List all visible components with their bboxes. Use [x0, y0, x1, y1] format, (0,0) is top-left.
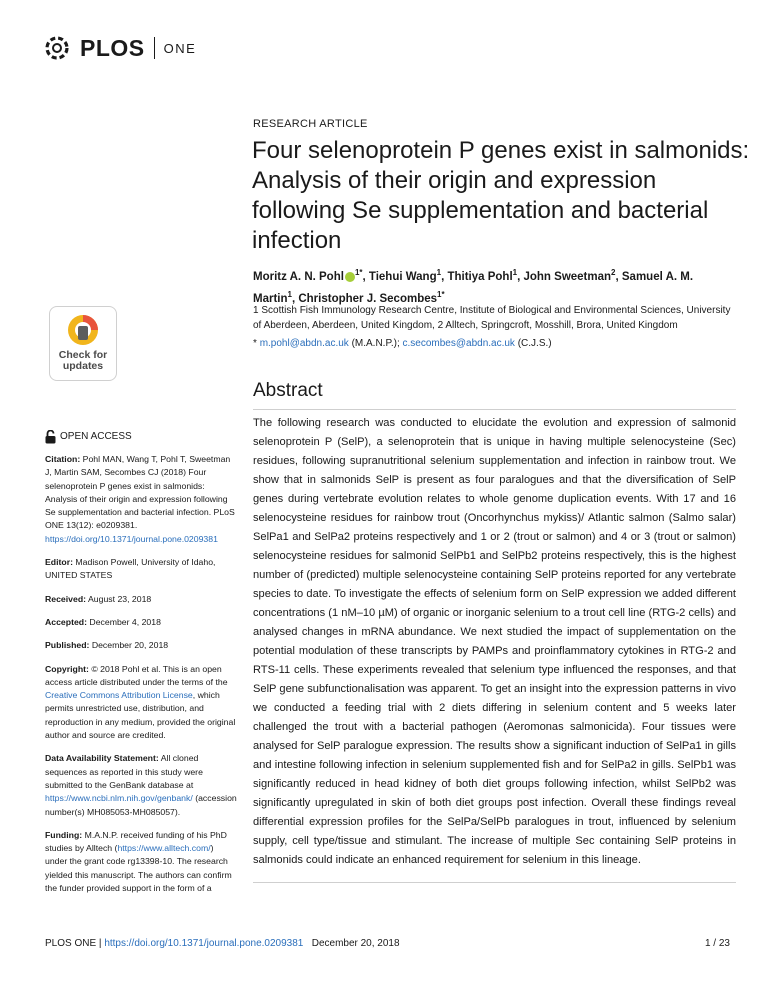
data-availability-text: (accession number(s) MH085053-MH085057).	[45, 793, 237, 817]
footer-date: December 20, 2018	[311, 938, 400, 949]
article-info-sidebar	[45, 430, 238, 905]
author-affiliation-mark: 2	[611, 268, 616, 277]
funding-text: ) under the grant code rg13398-10. The research yielded this manuscript. The authors can confirm the funder provided support in the form of a	[45, 843, 232, 894]
accepted-date: December 4, 2018	[89, 616, 161, 627]
author-name[interactable]: Tiehui Wang	[368, 270, 437, 283]
funding-text: M.A.N.P. received funding of his PhD studies by Alltech (	[45, 829, 227, 854]
open-access-label: OPEN ACCESS	[60, 431, 132, 443]
citation-text: Pohl MAN, Wang T, Pohl T, Sweetman J, Martin SAM, Secombes CJ (2018) Four selenoprotein P genes exist in salmonids: Analysis of their origin and expression following Se supplementation and bacterial infection. PLoS ONE 13(12): e0209381.	[45, 454, 235, 531]
alltech-link[interactable]: https://www.alltech.com/	[117, 843, 211, 854]
email-link-pohl[interactable]: m.pohl@abdn.ac.uk	[259, 338, 349, 349]
received-block	[45, 593, 238, 606]
funding-block	[45, 829, 238, 895]
accepted-block	[45, 616, 238, 629]
abstract-heading: Abstract	[253, 380, 323, 401]
abstract-text: The following research was conducted to elucidate the evolution and expression of salmonid selenoprotein P (SelP), a selenoprotein that is unique in having multiple selenocysteine (Sec) residues, following supranutritional selenium supplementation and infection in rainbow trout. We show that in salmonids SelP is present as four paralogues and that the diversification of SelP genes during vertebrate evolution relates to whole genome duplication events. With 17 and 16 selenocysteine residues for rainbow trout (Oncorhynchus mykiss)/ Atlantic salmon (Salmo salar) SelPa1 and SelPa2 proteins respectively and 1 or 2 (trout or salmon) and 4 or 3 (trout or salmon) selenocysteine residues for salmonid SelPb1 and SelPb2 proteins respectively, this is the highest number of (predicted) multiple selenocysteine containing SelP proteins reported for any vertebrate species to date. To investigate the effects of selenium form on SelP expression we added different concentrations (1 nM–10 µM) of organic or inorganic selenium to a trout cell line (RTG-2 cells) and analysed changes in mRNA abundance. We next studied the impact of supplementation on the potential modulation of these transcripts by PAMPs and proinflammatory cytokines in RTG-2 and RTS-11 cells. These experiments revealed that selenium type influenced the responses, and that SelP gene subfunctionalisation was apparent. To get an insight into the expression patterns in vivo we conducted a feeding trial with 2 diets differing in selenium content and 5 weeks later challenged the trout with a bacterial pathogen (Aeromonas salmonicida). Four tissues were analysed for SelP paralogue expression. The results show a significant induction of SelPa1 in gills and intestine following infection in selenium supplemented fish and for SelPa2 in gills. SelPb1 was significantly reduced in head kidney of both diet groups following infection, whilst SelPb2 was significantly upregulated in skin of both diet groups post infection. Overall these findings reveal differential expression profiles for the SelPa/SelPb paralogues in trout, influenced by selenium supply, cell type/tissue and stimulant. The increase of multiple Sec containing SelP proteins in salmonids could indicate an enhanced requirement for selenium in this lineage.	[253, 417, 736, 866]
plos-logo-icon	[40, 31, 74, 65]
footer-separator: |	[98, 938, 102, 949]
page-footer	[45, 938, 730, 949]
copyright-text: , which permits unrestricted use, distribution, and reproduction in any medium, provided the original author and source are credited.	[45, 690, 236, 741]
citation-block	[45, 453, 238, 546]
copyright-text: © 2018 Pohl et al. This is an open access article distributed under the terms of the	[45, 663, 228, 687]
check-for-updates-badge[interactable]	[49, 306, 117, 381]
open-access-badge	[45, 430, 238, 444]
affiliations: 1 Scottish Fish Immunology Research Centre, Institute of Biological and Environmental Sciences, University of Aberdeen, Aberdeen, United Kingdom, 2 Alltech, Springcroft, Mosshill, Brora, United Kingdom	[253, 305, 731, 331]
author-name[interactable]: Christopher J. Secombes	[298, 292, 438, 305]
accepted-label: Accepted:	[45, 616, 87, 627]
author-affiliation-mark: 1*	[437, 289, 445, 299]
author-affiliation-mark: 1	[287, 289, 292, 299]
check-updates-icon	[65, 312, 101, 348]
open-lock-icon	[45, 430, 56, 444]
editor-block	[45, 556, 238, 583]
license-link[interactable]: Creative Commons Attribution License	[45, 690, 193, 701]
funding-label: Funding:	[45, 829, 83, 840]
copyright-label: Copyright:	[45, 663, 89, 674]
author-list: Moritz A. N. Pohl $^{1*}$, Tiehui Wang$^1$, Thitiya Pohl$^1$, John Sweetman$^2$, Samuel A. M. Martin$^1$, Christopher J. Secombes$^{1*}$	[253, 268, 694, 305]
logo-separator	[154, 37, 155, 59]
journal-name: ONE	[163, 40, 197, 56]
orcid-icon[interactable]	[345, 272, 355, 282]
editor-label: Editor:	[45, 557, 73, 568]
author-name[interactable]: Moritz A. N. Pohl	[253, 270, 344, 283]
received-date: August 23, 2018	[87, 593, 152, 604]
corresponding-mark: *	[253, 338, 257, 349]
divider	[253, 409, 736, 410]
published-label: Published:	[45, 640, 90, 651]
citation-label: Citation:	[45, 454, 81, 464]
copyright-block	[45, 663, 238, 743]
plos-logo-text: PLOS	[80, 34, 145, 61]
correspondence	[253, 338, 733, 349]
footer-doi-link[interactable]: https://doi.org/10.1371/journal.pone.0209381	[104, 938, 304, 949]
published-block	[45, 639, 238, 652]
plos-one-logo[interactable]	[40, 30, 196, 66]
data-availability-label: Data Availability Statement:	[45, 753, 159, 764]
email-link-secombes[interactable]: c.secombes@abdn.ac.uk	[402, 338, 515, 349]
received-label: Received:	[45, 593, 87, 604]
published-date: December 20, 2018	[91, 640, 169, 651]
check-updates-label: Check for updates	[58, 349, 108, 372]
author-affiliation-mark: 1*	[354, 268, 363, 277]
footer-journal: PLOS ONE	[45, 938, 97, 949]
author-name[interactable]: Thitiya Pohl	[447, 270, 513, 283]
article-title: Four selenoprotein P genes exist in salmonids: Analysis of their origin and expression following Se supplementation and bacterial infection	[252, 137, 750, 254]
data-availability-text: All cloned sequences as reported in this study were submitted to the GenBank database at	[45, 753, 203, 790]
article-type: RESEARCH ARTICLE	[253, 118, 368, 130]
author-name[interactable]: John Sweetman	[523, 270, 612, 283]
email-owner: (C.J.S.)	[517, 338, 552, 349]
author-affiliation-mark: 1	[436, 268, 442, 277]
data-availability-block	[45, 752, 238, 818]
page-number: 1 / 23	[704, 938, 730, 949]
author-affiliation-mark: 1	[512, 268, 518, 277]
editor-text: Madison Powell, University of Idaho, UNITED STATES	[45, 557, 216, 581]
genbank-link[interactable]: https://www.ncbi.nlm.nih.gov/genbank/	[45, 793, 193, 804]
email-owner: (M.A.N.P.);	[351, 338, 400, 349]
citation-doi-link[interactable]: https://doi.org/10.1371/journal.pone.0209381	[45, 533, 218, 544]
author-name[interactable]: Samuel A. M. Martin	[253, 270, 694, 305]
divider	[253, 882, 736, 883]
